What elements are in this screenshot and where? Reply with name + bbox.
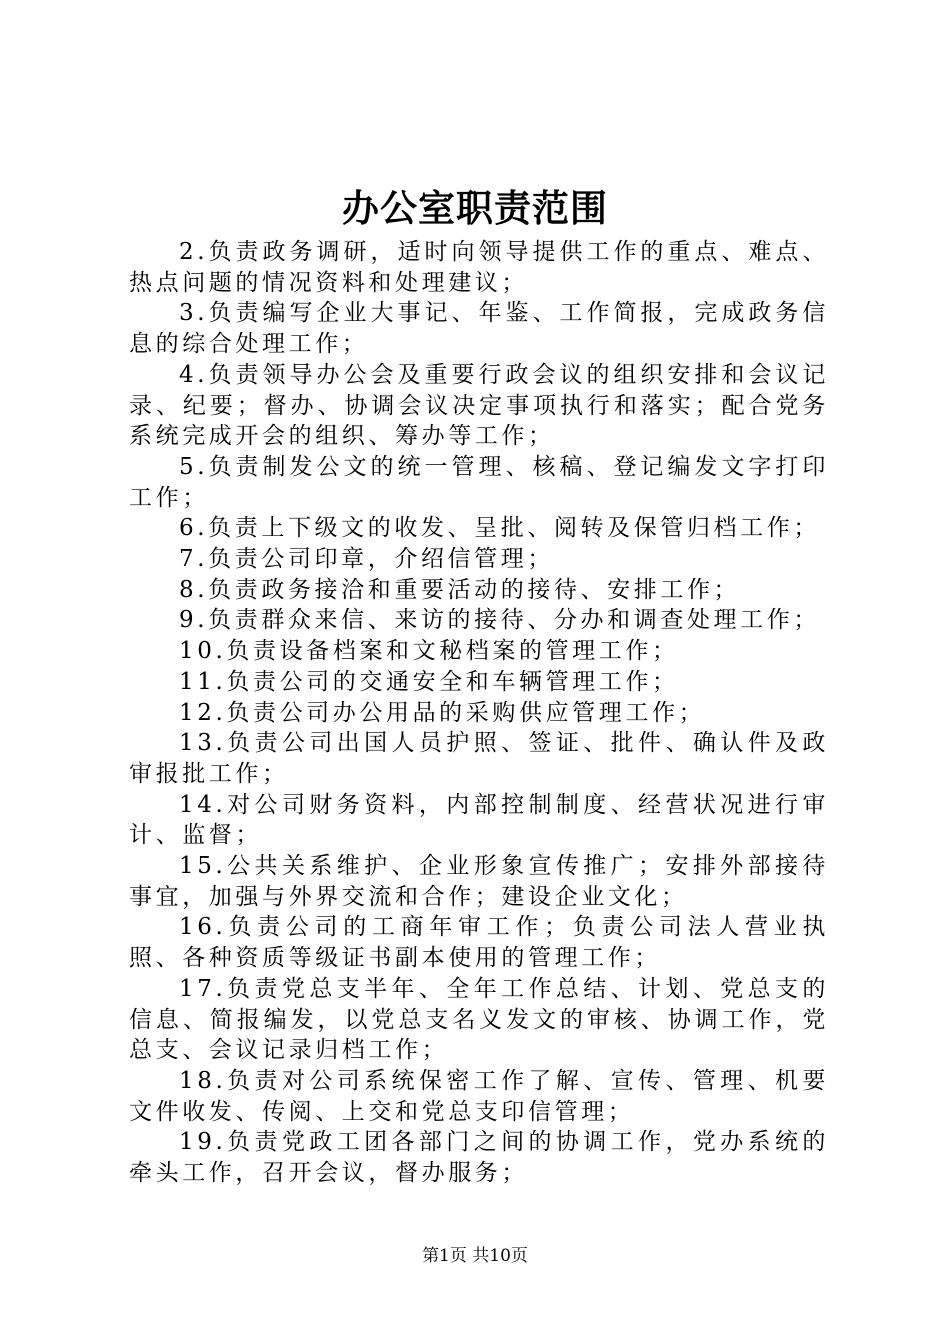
duty-item: 2.负责政务调研，适时向领导提供工作的重点、难点、热点问题的情况资料和处理建议； [129,239,829,296]
duty-item: 17.负责党总支半年、全年工作总结、计划、党总支的信息、简报编发，以党总支名义发文的审核、协调工作，党总支、会议记录归档工作； [129,975,829,1064]
duty-item: 12.负责公司办公用品的采购供应管理工作； [179,699,706,726]
page-number: 第1页 [422,1246,467,1266]
duty-item: 14.对公司财务资料，内部控制制度、经营状况进行审计、监督； [129,791,829,849]
duty-item: 8.负责政务接洽和重要活动的接待、安排工作； [179,576,741,603]
page-total: 共10页 [472,1246,528,1266]
duty-item: 3.负责编写企业大事记、年鉴、工作简报，完成政务信息的综合处理工作； [129,300,829,358]
duty-item: 11.负责公司的交通安全和车辆管理工作； [179,668,679,695]
duty-item: 7.负责公司印章，介绍信管理； [179,546,554,573]
page-footer [0,1244,950,1268]
duty-item: 9.负责群众来信、来访的接待、分办和调查处理工作； [179,607,820,634]
duty-item: 13.负责公司出国人员护照、签证、批件、确认件及政审报批工作； [129,730,829,787]
duty-item: 16.负责公司的工商年审工作；负责公司法人营业执照、各种资质等级证书副本使用的管理工作； [129,914,829,972]
duty-item: 18.负责对公司系统保密工作了解、宣传、管理、机要文件收发、传阅、上交和党总支印信管理； [129,1067,829,1125]
duty-item: 10.负责设备档案和文秘档案的管理工作； [179,638,679,665]
duty-item: 19.负责党政工团各部门之间的协调工作，党办系统的牵头工作，召开会议，督办服务； [129,1129,829,1187]
duty-item: 6.负责上下级文的收发、呈批、阅转及保管归档工作； [179,515,820,542]
duty-item: 5.负责制发公文的统一管理、核稿、登记编发文字打印工作； [129,453,829,511]
document-body [129,237,829,1189]
document-title: 办公室职责范围 [342,186,608,230]
duty-item: 4.负责领导办公会及重要行政会议的组织安排和会议记录、纪要；督办、协调会议决定事项执行和落实；配合党务系统完成开会的组织、筹办等工作； [129,361,829,450]
duty-item: 15.公共关系维护、企业形象宣传推广；安排外部接待事宜，加强与外界交流和合作；建设企业文化； [129,853,829,910]
